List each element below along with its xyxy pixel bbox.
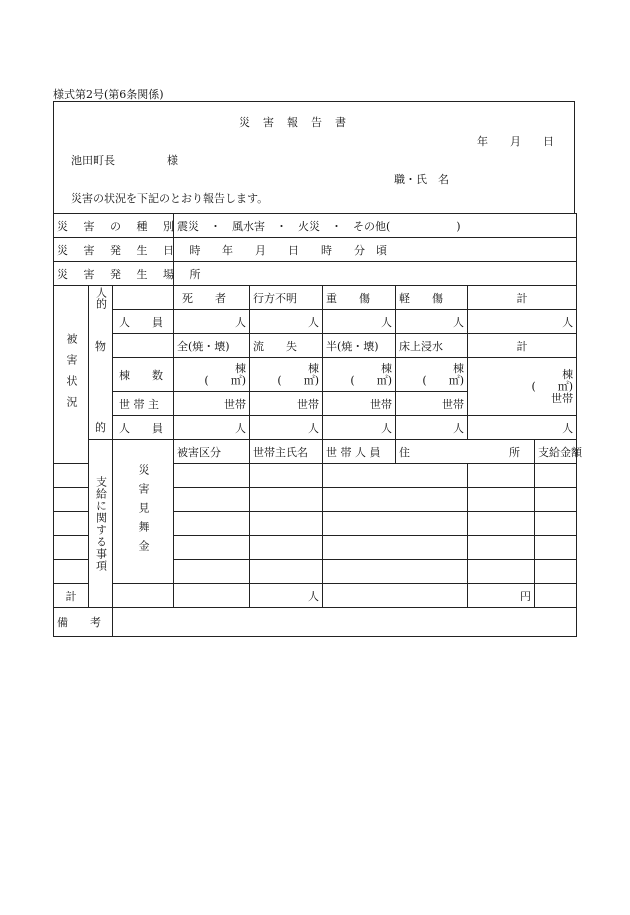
- header-serious: 重 傷: [323, 286, 396, 310]
- half-loss-households[interactable]: 世帯: [323, 392, 396, 416]
- missing-count[interactable]: 人: [250, 310, 323, 334]
- occurred-place-value[interactable]: [174, 262, 577, 286]
- report-title: 災 害 報 告 書: [239, 116, 347, 129]
- header-half-loss: 半(焼・壊): [323, 334, 396, 358]
- occurred-datetime-value[interactable]: 年 月 日 時 分 頃: [174, 238, 577, 262]
- total-loss-buildings[interactable]: 棟 ( ㎡): [174, 358, 250, 392]
- material-label-bottom: 的: [89, 416, 113, 440]
- header-material-total: 計: [468, 334, 577, 358]
- flooded-households[interactable]: 世帯: [396, 392, 468, 416]
- washed-away-buildings[interactable]: 棟 ( ㎡): [250, 358, 323, 392]
- remarks-label: 備 考: [54, 608, 113, 637]
- damage-section-label: 被害状況: [54, 286, 89, 464]
- header-missing: 行方不明: [250, 286, 323, 310]
- remarks-field[interactable]: [113, 608, 577, 637]
- human-total-count[interactable]: 人: [468, 310, 577, 334]
- addressee-honorific: 様: [167, 154, 178, 167]
- dead-count[interactable]: 人: [174, 310, 250, 334]
- disaster-type-label: 災 害 の 種 別: [54, 214, 174, 238]
- occurred-datetime-label: 災 害 発 生 日 時: [54, 238, 174, 262]
- half-loss-buildings[interactable]: 棟 ( ㎡): [323, 358, 396, 392]
- material-total-buildings[interactable]: 棟 ( ㎡) 世帯: [468, 358, 577, 416]
- payment-total-persons[interactable]: 人: [250, 584, 323, 608]
- total-loss-households[interactable]: 世帯: [174, 392, 250, 416]
- date-line: 年 月 日: [477, 135, 554, 148]
- form-label: 様式第2号(第6条関係): [53, 88, 164, 101]
- header-flooded: 床上浸水: [396, 334, 468, 358]
- occurred-place-label: 災 害 発 生 場 所: [54, 262, 174, 286]
- header-dead: 死 者: [174, 286, 250, 310]
- washed-away-households[interactable]: 世帯: [250, 392, 323, 416]
- flooded-persons[interactable]: 人: [396, 416, 468, 440]
- intro-text: 災害の状況を下記のとおり報告します。: [71, 192, 269, 205]
- header-washed-away: 流 失: [250, 334, 323, 358]
- payment-section-label: 支給に関する事項: [89, 440, 113, 608]
- addressee: 池田町長: [71, 154, 115, 167]
- disaster-type-value[interactable]: 震災 ・ 風水害 ・ 火災 ・ その他( ): [174, 214, 577, 238]
- minor-count[interactable]: 人: [396, 310, 468, 334]
- header-minor: 軽 傷: [396, 286, 468, 310]
- payment-total-yen[interactable]: 円: [468, 584, 535, 608]
- report-table: [53, 213, 583, 637]
- human-label: 人的: [89, 286, 113, 310]
- buildings-label: 棟 数: [113, 358, 174, 392]
- report-header: [53, 101, 575, 213]
- header-address: 住 所: [396, 440, 535, 464]
- total-loss-persons[interactable]: 人: [174, 416, 250, 440]
- material-label-top: 物: [89, 334, 113, 358]
- serious-count[interactable]: 人: [323, 310, 396, 334]
- header-head-name: 世帯主氏名: [250, 440, 323, 464]
- reporter-name-label: 職・氏 名: [394, 173, 449, 186]
- header-payment-amount: 支給金額: [535, 440, 577, 464]
- half-loss-persons[interactable]: 人: [323, 416, 396, 440]
- header-total-loss: 全(焼・壊): [174, 334, 250, 358]
- header-damage-category: 被害区分: [174, 440, 250, 464]
- flooded-buildings[interactable]: 棟 ( ㎡): [396, 358, 468, 392]
- household-head-label: 世 帯 主: [113, 392, 174, 416]
- header-human-total: 計: [468, 286, 577, 310]
- material-persons-label: 人 員: [113, 416, 174, 440]
- material-total-persons[interactable]: 人: [468, 416, 577, 440]
- mimaikin-label: 災害見舞金: [113, 440, 174, 584]
- header-household-members: 世 帯 人 員: [323, 440, 396, 464]
- persons-label: 人 員: [113, 310, 174, 334]
- payment-total-label: 計: [54, 584, 89, 608]
- washed-away-persons[interactable]: 人: [250, 416, 323, 440]
